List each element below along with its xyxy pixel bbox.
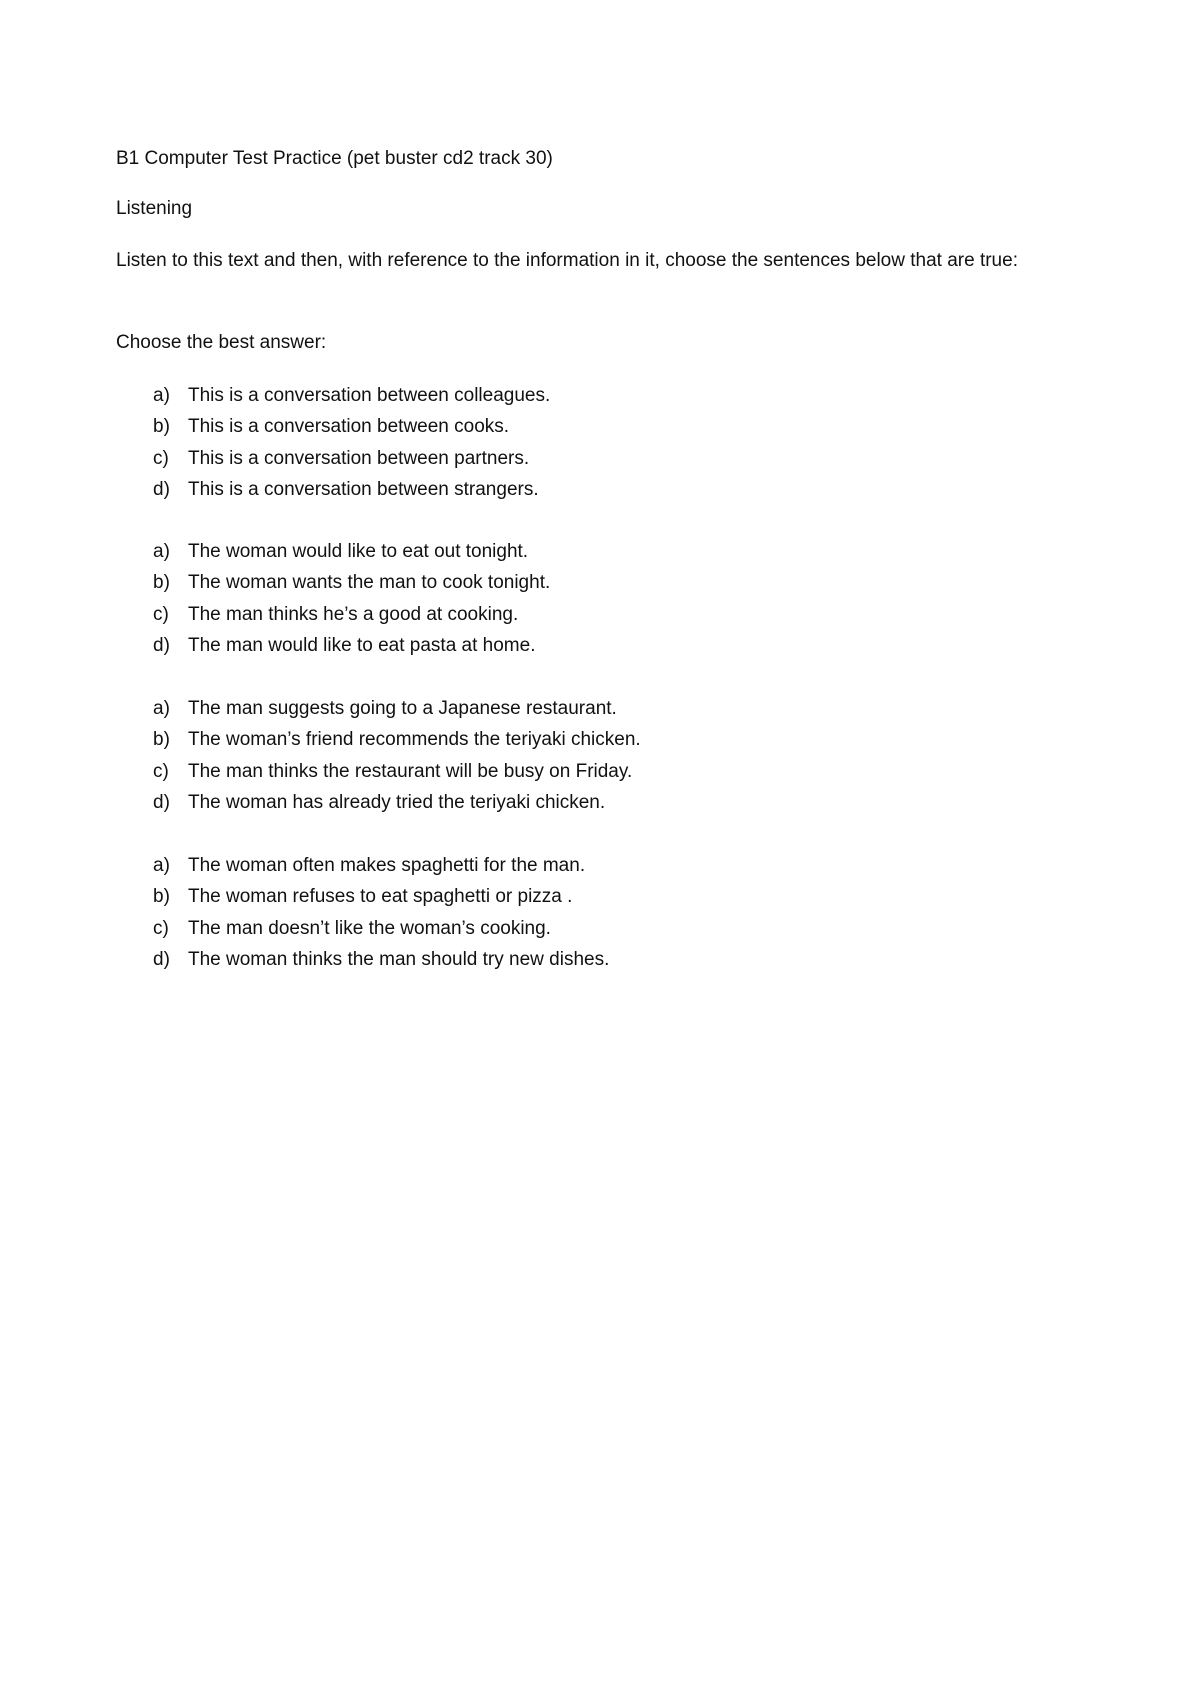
option-letter: b) xyxy=(153,416,170,438)
question-2-options xyxy=(153,536,550,661)
instruction-text: Listen to this text and then, with reference to the information in it, choose the sentences below that are true: xyxy=(116,250,1018,271)
option-text: This is a conversation between colleagues. xyxy=(188,385,551,406)
option-text: The man thinks the restaurant will be busy on Friday. xyxy=(188,760,633,782)
option-item xyxy=(153,724,641,755)
option-item xyxy=(153,599,550,630)
option-text: This is a conversation between cooks. xyxy=(188,416,510,438)
option-text: The man thinks he’s a good at cooking. xyxy=(188,603,519,625)
option-letter: c) xyxy=(153,760,169,782)
option-item xyxy=(153,787,641,818)
option-text: This is a conversation between partners. xyxy=(188,447,530,469)
option-letter: d) xyxy=(153,634,170,656)
option-item xyxy=(153,630,550,661)
option-item xyxy=(153,881,609,912)
option-item xyxy=(153,411,550,442)
option-item xyxy=(153,756,641,787)
option-letter: c) xyxy=(153,917,169,939)
option-letter: c) xyxy=(153,447,169,469)
option-item xyxy=(153,913,609,944)
option-letter: b) xyxy=(153,572,170,594)
option-letter: a) xyxy=(153,385,170,406)
answer-prompt: Choose the best answer: xyxy=(116,332,327,353)
option-letter: a) xyxy=(153,698,170,719)
option-text: This is a conversation between strangers. xyxy=(188,478,539,500)
option-text: The man would like to eat pasta at home. xyxy=(188,634,536,656)
question-4-options xyxy=(153,850,609,975)
option-text: The woman would like to eat out tonight. xyxy=(188,541,529,562)
section-heading: Listening xyxy=(116,198,193,219)
option-item xyxy=(153,536,550,567)
option-item xyxy=(153,850,609,881)
option-text: The man doesn’t like the woman’s cooking. xyxy=(188,917,551,939)
document-title: B1 Computer Test Practice (pet buster cd2 track 30) xyxy=(116,148,553,169)
option-letter: a) xyxy=(153,855,170,876)
option-text: The woman refuses to eat spaghetti or pizza . xyxy=(188,886,573,908)
option-letter: a) xyxy=(153,541,170,562)
option-item xyxy=(153,567,550,598)
option-item xyxy=(153,474,550,505)
option-letter: d) xyxy=(153,948,170,970)
question-3-options xyxy=(153,693,641,818)
option-text: The woman often makes spaghetti for the man. xyxy=(188,855,586,876)
option-letter: b) xyxy=(153,729,170,751)
option-text: The woman thinks the man should try new dishes. xyxy=(188,948,610,970)
option-text: The woman’s friend recommends the teriyaki chicken. xyxy=(188,729,641,751)
option-letter: d) xyxy=(153,478,170,500)
option-text: The man suggests going to a Japanese restaurant. xyxy=(188,698,617,719)
option-item xyxy=(153,443,550,474)
option-text: The woman has already tried the teriyaki chicken. xyxy=(188,791,606,813)
option-item xyxy=(153,944,609,975)
option-letter: d) xyxy=(153,791,170,813)
option-letter: c) xyxy=(153,603,169,625)
option-item xyxy=(153,380,550,411)
option-item xyxy=(153,693,641,724)
question-1-options xyxy=(153,380,550,505)
option-text: The woman wants the man to cook tonight. xyxy=(188,572,551,594)
option-letter: b) xyxy=(153,886,170,908)
